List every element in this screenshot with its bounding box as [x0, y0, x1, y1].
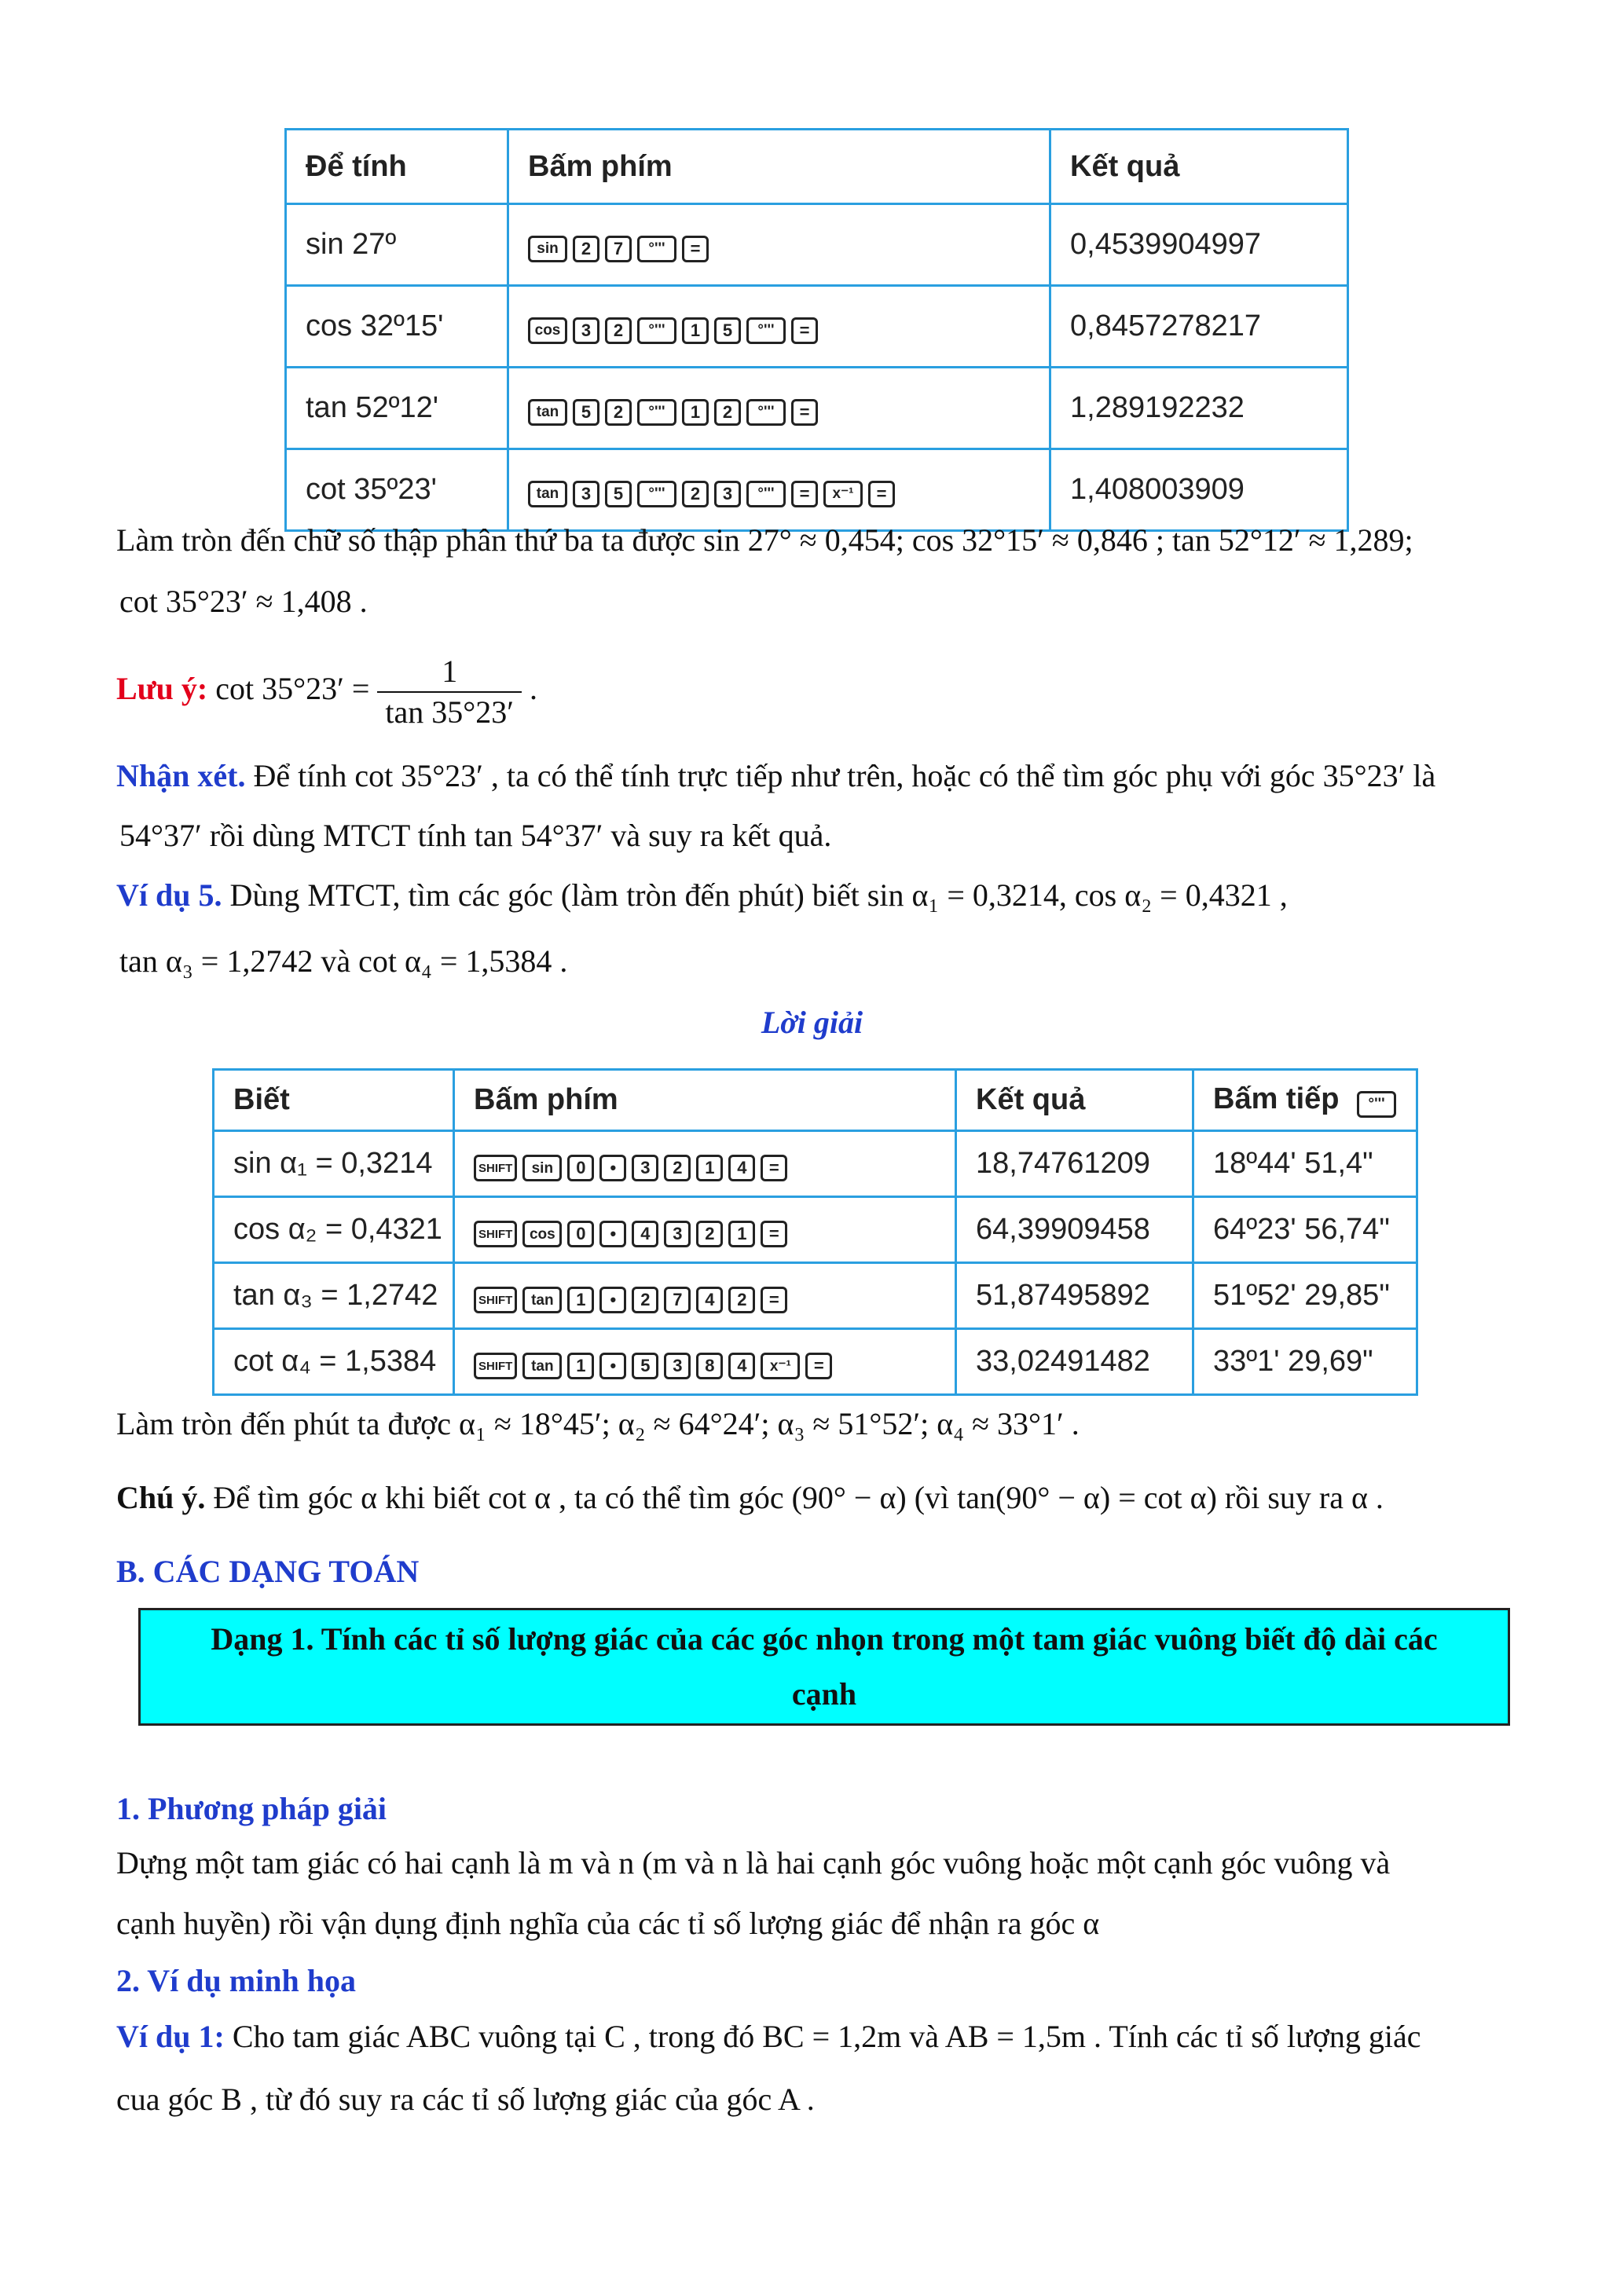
example-5-text-1: Dùng MTCT, tìm các góc (làm tròn đến phút) biết sin α₁ = 0,3214, cos α₂ = 0,4321 , — [229, 877, 1288, 913]
example-5-line-2: tan α₃ = 1,2742 và cot α₄ = 1,5384 . — [119, 943, 568, 979]
key-sequence — [474, 1155, 787, 1181]
digit-1-key-icon: 1 — [728, 1221, 755, 1247]
digit-1-key-icon: 1 — [567, 1353, 594, 1379]
cos-key-icon: cos — [528, 317, 567, 344]
table-row — [214, 1197, 1417, 1263]
digit-4-key-icon: 4 — [728, 1353, 755, 1379]
digit-7-key-icon: 7 — [605, 236, 632, 262]
dms-result-cell: 33º1' 29,69" — [1193, 1329, 1417, 1395]
degree-key-icon: °''' — [746, 481, 786, 507]
header-cell: Bấm phím — [508, 130, 1050, 204]
header-cell: Bấm phím — [454, 1070, 956, 1131]
digit-5-key-icon: 5 — [605, 481, 632, 507]
table-1-body — [286, 130, 1348, 531]
degree-key-icon: °''' — [1357, 1091, 1396, 1118]
table-row — [286, 204, 1348, 286]
key-sequence — [528, 236, 709, 262]
keys-cell — [508, 286, 1050, 368]
digit-0-key-icon: 0 — [567, 1155, 594, 1181]
result-cell: 64,39909458 — [956, 1197, 1193, 1263]
header-cell: Để tính — [286, 130, 508, 204]
given-cell: cos α₂ = 0,4321 — [214, 1197, 454, 1263]
digit-3-key-icon: 3 — [714, 481, 741, 507]
digit-7-key-icon: 7 — [664, 1287, 691, 1313]
given-cell: cot α₄ = 1,5384 — [214, 1329, 454, 1395]
table-2-body — [214, 1070, 1417, 1395]
dms-result-cell: 64º23' 56,74" — [1193, 1197, 1417, 1263]
digit-0-key-icon: 0 — [567, 1221, 594, 1247]
digit-2-key-icon: 2 — [728, 1287, 755, 1313]
key-sequence — [474, 1353, 832, 1379]
table-row — [286, 449, 1348, 531]
key-sequence — [528, 399, 818, 426]
digit-2-key-icon: 2 — [682, 481, 709, 507]
tan-key-icon: tan — [528, 481, 567, 507]
solution-title: Lời giải — [761, 1005, 863, 1040]
digit-4-key-icon: 4 — [632, 1221, 658, 1247]
remark-line-1 — [116, 756, 1435, 796]
angle-cell: cos 32º15' — [286, 286, 508, 368]
calculator-table-1 — [284, 128, 1349, 532]
digit-2-key-icon: 2 — [573, 236, 599, 262]
equals-key-icon: = — [682, 236, 709, 262]
caution-line — [116, 1478, 1384, 1518]
shift-key-icon: SHIFT — [474, 1221, 517, 1247]
calculator-table-2 — [212, 1068, 1418, 1396]
shift-key-icon: SHIFT — [474, 1155, 517, 1181]
illustration-heading — [116, 1961, 356, 2001]
table-row — [286, 368, 1348, 449]
example-1-line-2: cua góc B , từ đó suy ra các tỉ số lượng giác của góc A . — [116, 2082, 815, 2117]
keys-cell — [454, 1263, 956, 1329]
degree-key-icon: °''' — [746, 399, 786, 426]
remark-line-2: 54°37′ rồi dùng MTCT tính tan 54°37′ và suy ra kết quả. — [119, 818, 832, 853]
equals-key-icon: = — [868, 481, 895, 507]
result-cell: 0,8457278217 — [1050, 286, 1348, 368]
keys-cell — [454, 1329, 956, 1395]
example-1-label: Ví dụ 1: — [116, 2019, 225, 2054]
header-text: Bấm tiếp — [1213, 1082, 1340, 1116]
section-b-title: B. CÁC DẠNG TOÁN — [116, 1554, 420, 1589]
note-tail: . — [530, 671, 538, 707]
angle-cell: sin 27º — [286, 204, 508, 286]
note-lhs: cot 35°23′ = — [215, 671, 370, 707]
method-line-2: cạnh huyền) rồi vận dụng định nghĩa của các tỉ số lượng giác để nhận ra góc α — [116, 1906, 1100, 1941]
digit-4-key-icon: 4 — [728, 1155, 755, 1181]
digit-2-key-icon: 2 — [605, 317, 632, 344]
note-line — [116, 652, 537, 732]
digit-2-key-icon: 2 — [605, 399, 632, 426]
method-heading — [116, 1789, 387, 1829]
remark-label: Nhận xét. — [116, 758, 246, 793]
digit-2-key-icon: 2 — [696, 1221, 723, 1247]
degree-key-icon: °''' — [637, 317, 676, 344]
equals-key-icon: = — [761, 1221, 787, 1247]
keys-cell — [454, 1197, 956, 1263]
cos-key-icon: cos — [522, 1221, 562, 1247]
decimal-point-key-icon: • — [599, 1353, 626, 1379]
header-cell — [1193, 1070, 1417, 1131]
key-sequence — [474, 1287, 787, 1313]
digit-2-key-icon: 2 — [714, 399, 741, 426]
equals-key-icon: = — [791, 399, 818, 426]
fraction-numerator: 1 — [377, 652, 522, 693]
tan-key-icon: tan — [522, 1353, 562, 1379]
header-cell: Biết — [214, 1070, 454, 1131]
digit-5-key-icon: 5 — [714, 317, 741, 344]
digit-2-key-icon: 2 — [664, 1155, 691, 1181]
caution-text: Để tìm góc α khi biết cot α , ta có thể tìm góc (90° − α) (vì tan(90° − α) = cot α) rồi suy ra α . — [213, 1480, 1384, 1515]
inverse-key-icon: x⁻¹ — [761, 1353, 800, 1379]
table-row — [214, 1131, 1417, 1197]
angle-cell: cot 35º23' — [286, 449, 508, 531]
decimal-point-key-icon: • — [599, 1155, 626, 1181]
degree-key-icon: °''' — [746, 317, 786, 344]
rounding-paragraph-line-1: Làm tròn đến chữ số thập phân thứ ba ta được sin 27° ≈ 0,454; cos 32°15′ ≈ 0,846 ; tan 52°12′ ≈ 1,289; — [116, 522, 1413, 558]
keys-cell — [508, 449, 1050, 531]
caution-label: Chú ý. — [116, 1480, 206, 1515]
tan-key-icon: tan — [528, 399, 567, 426]
digit-1-key-icon: 1 — [682, 399, 709, 426]
digit-1-key-icon: 1 — [682, 317, 709, 344]
digit-3-key-icon: 3 — [573, 481, 599, 507]
digit-5-key-icon: 5 — [573, 399, 599, 426]
example-5-line-1 — [116, 876, 1288, 915]
digit-3-key-icon: 3 — [573, 317, 599, 344]
keys-cell — [454, 1131, 956, 1197]
rounding-minutes-line: Làm tròn đến phút ta được α₁ ≈ 18°45′; α₂ ≈ 64°24′; α₃ ≈ 51°52′; α₄ ≈ 33°1′ . — [116, 1406, 1080, 1441]
method-line-1: Dựng một tam giác có hai cạnh là m và n (m và n là hai cạnh góc vuông hoặc một cạnh góc vuông và — [116, 1845, 1391, 1880]
equals-key-icon: = — [805, 1353, 832, 1379]
fraction-denominator: tan 35°23′ — [385, 694, 515, 730]
given-cell: sin α₁ = 0,3214 — [214, 1131, 454, 1197]
shift-key-icon: SHIFT — [474, 1287, 517, 1313]
degree-key-icon: °''' — [637, 481, 676, 507]
key-sequence — [528, 317, 818, 344]
result-cell: 18,74761209 — [956, 1131, 1193, 1197]
example-1-line-1 — [116, 2017, 1421, 2056]
sin-key-icon: sin — [522, 1155, 562, 1181]
keys-cell — [508, 368, 1050, 449]
result-cell: 33,02491482 — [956, 1329, 1193, 1395]
digit-1-key-icon: 1 — [696, 1155, 723, 1181]
table-header-row — [286, 130, 1348, 204]
decimal-point-key-icon: • — [599, 1221, 626, 1247]
result-cell: 1,408003909 — [1050, 449, 1348, 531]
keys-cell — [508, 204, 1050, 286]
section-b-heading — [116, 1552, 419, 1591]
inverse-key-icon: x⁻¹ — [823, 481, 863, 507]
degree-key-icon: °''' — [637, 236, 676, 262]
dang-1-box — [138, 1608, 1510, 1726]
table-row — [286, 286, 1348, 368]
key-sequence — [474, 1221, 787, 1247]
dms-result-cell: 51º52' 29,85" — [1193, 1263, 1417, 1329]
header-cell: Kết quả — [956, 1070, 1193, 1131]
digit-2-key-icon: 2 — [632, 1287, 658, 1313]
method-title: 1. Phương pháp giải — [116, 1791, 387, 1826]
angle-cell: tan 52º12' — [286, 368, 508, 449]
rounding-paragraph-line-2: cot 35°23′ ≈ 1,408 . — [119, 584, 368, 619]
shift-key-icon: SHIFT — [474, 1353, 517, 1379]
degree-key-icon: °''' — [637, 399, 676, 426]
equals-key-icon: = — [761, 1287, 787, 1313]
equals-key-icon: = — [791, 317, 818, 344]
note-label: Lưu ý: — [116, 671, 208, 707]
digit-3-key-icon: 3 — [664, 1353, 691, 1379]
dang-1-line-1: Dạng 1. Tính các tỉ số lượng giác của các góc nhọn trong một tam giác vuông biết độ dài các — [211, 1621, 1438, 1657]
table-header-row — [214, 1070, 1417, 1131]
equals-key-icon: = — [791, 481, 818, 507]
digit-5-key-icon: 5 — [632, 1353, 658, 1379]
table-row — [214, 1263, 1417, 1329]
digit-4-key-icon: 4 — [696, 1287, 723, 1313]
given-cell: tan α₃ = 1,2742 — [214, 1263, 454, 1329]
tan-key-icon: tan — [522, 1287, 562, 1313]
header-cell: Kết quả — [1050, 130, 1348, 204]
remark-text-1: Để tính cot 35°23′ , ta có thể tính trực tiếp như trên, hoặc có thể tìm góc phụ với góc 35°23′ là — [253, 758, 1436, 793]
example-5-label: Ví dụ 5. — [116, 877, 222, 913]
note-fraction — [377, 652, 522, 732]
equals-key-icon: = — [761, 1155, 787, 1181]
dms-result-cell: 18º44' 51,4" — [1193, 1131, 1417, 1197]
decimal-point-key-icon: • — [599, 1287, 626, 1313]
result-cell: 1,289192232 — [1050, 368, 1348, 449]
example-1-text-1: Cho tam giác ABC vuông tại C , trong đó BC = 1,2m và AB = 1,5m . Tính các tỉ số lượng giác — [232, 2019, 1421, 2054]
key-sequence — [528, 481, 895, 507]
digit-1-key-icon: 1 — [567, 1287, 594, 1313]
illustration-title: 2. Ví dụ minh họa — [116, 1963, 356, 1998]
digit-8-key-icon: 8 — [696, 1353, 723, 1379]
digit-3-key-icon: 3 — [664, 1221, 691, 1247]
result-cell: 0,4539904997 — [1050, 204, 1348, 286]
table-row — [214, 1329, 1417, 1395]
digit-3-key-icon: 3 — [632, 1155, 658, 1181]
dang-1-line-2: cạnh — [791, 1676, 857, 1712]
sin-key-icon: sin — [528, 236, 567, 262]
result-cell: 51,87495892 — [956, 1263, 1193, 1329]
